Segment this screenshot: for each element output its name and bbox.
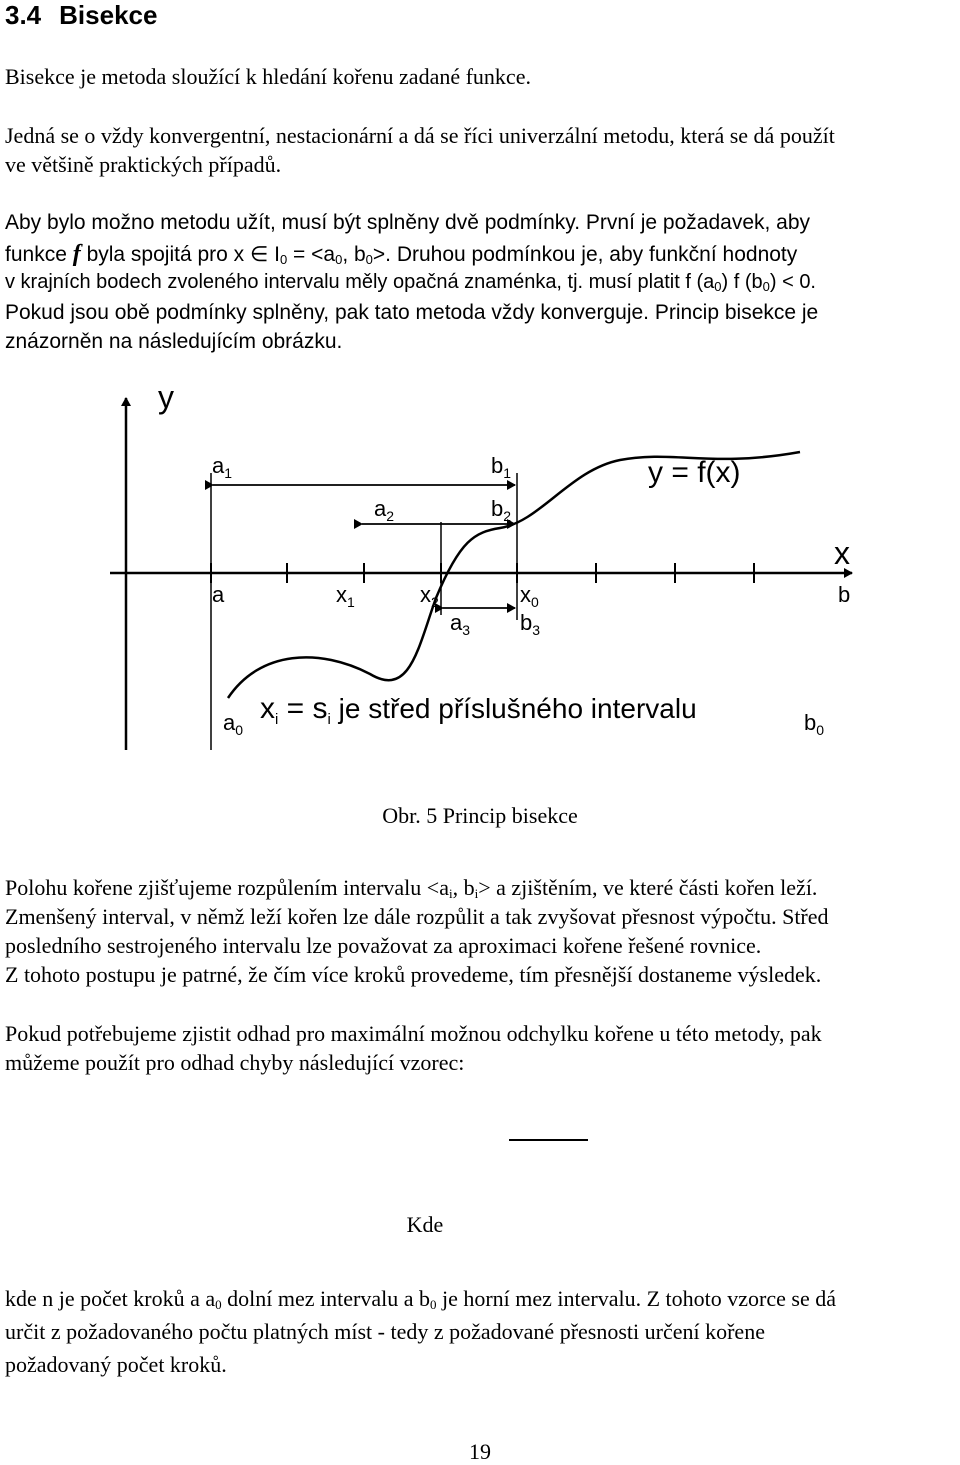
label-b2 (491, 496, 511, 524)
formula-text: x (260, 692, 275, 725)
label-subscript: 3 (462, 622, 471, 638)
body-line-3: posledního sestrojeného intervalu lze považovat za aproximaci kořene řešené rovnice. (5, 933, 762, 958)
label-text: b (804, 710, 817, 735)
closing-line-2: určit z požadovaného počtu platných míst - tedy z požadované přesnosti určení kořene (5, 1319, 765, 1344)
body-text: Polohu kořene zjišťujeme rozpůlením intervalu <a (5, 875, 449, 900)
label-subscript: 0 (816, 722, 825, 738)
label-subscript: 2 (386, 508, 395, 524)
kde-label: Kde (406, 1212, 444, 1237)
conditions-line-1: Aby bylo možno metodu užít, musí být splněny dvě podmínky. První je požadavek, aby (5, 211, 811, 234)
subscript: 0 (429, 1297, 437, 1312)
intro-paragraph-2-line-1: Jedná se o vždy konvergentní, nestacionární a dá se říci univerzální metodu, která se dá použít (5, 123, 835, 148)
label-a1 (212, 453, 232, 481)
closing-text: je horní mez intervalu. Z tohoto vzorce se dá (436, 1286, 836, 1311)
label-text: a (450, 610, 463, 635)
page-number: 19 (469, 1439, 491, 1464)
label-x1 (336, 582, 355, 610)
body-text: > a zjištěním, ve které části kořen leží. (478, 875, 818, 900)
subscript: 0 (215, 1297, 222, 1312)
formula-text: s (312, 692, 328, 725)
closing-text: dolní mez intervalu a b (221, 1286, 430, 1311)
label-text: x (520, 582, 531, 607)
label-subscript: 3 (532, 622, 541, 638)
label-x0 (520, 582, 539, 610)
label-b3 (520, 610, 540, 638)
conditions-text: byla spojitá pro x ∈ I (86, 243, 280, 266)
label-text: a (223, 710, 236, 735)
label-b1 (491, 453, 511, 481)
label-text: x (420, 582, 431, 607)
label-a3 (450, 610, 470, 638)
body-line-2: Zmenšený interval, v němž leží kořen lze dále rozpůlit a tak zvyšovat přesnost výpočtu. Střed (5, 904, 829, 929)
label-subscript: 2 (431, 594, 439, 610)
subscript: 0 (279, 252, 288, 267)
closing-line-3: požadovaný počet kroků. (5, 1352, 227, 1377)
section-title: Bisekce (59, 0, 158, 30)
label-a: a (212, 582, 225, 607)
function-symbol: f (72, 241, 81, 267)
subscript: 0 (762, 279, 770, 294)
bisection-diagram (100, 380, 860, 760)
label-b0 (804, 710, 824, 738)
label-text: b (491, 496, 504, 521)
conditions-line-3 (5, 271, 816, 294)
bisection-figure (100, 380, 860, 760)
body-line-4: Z tohoto postupu je patrné, že čím více kroků provedeme, tím přesnější dostaneme výsledek. (5, 962, 822, 987)
formula-text: = (278, 692, 313, 725)
formula-text: je střed příslušného intervalu (330, 693, 697, 724)
y-axis-label: y (158, 380, 174, 415)
conditions-text: , b (342, 243, 366, 266)
label-subscript: 2 (503, 508, 512, 524)
conditions-text: ) f (b (721, 271, 763, 293)
conditions-text: ) < 0. (769, 271, 816, 293)
figure-caption: Obr. 5 Princip bisekce (382, 803, 578, 828)
subscript: 0 (335, 252, 343, 267)
label-a0 (223, 710, 243, 738)
conditions-line-2 (5, 241, 797, 268)
conditions-word-funkce: funkce (5, 243, 67, 266)
conditions-line-5: znázorněn na následujícím obrázku. (5, 330, 343, 353)
label-x2 (420, 582, 439, 610)
section-heading (5, 0, 157, 31)
function-label: y = f(x) (648, 456, 741, 489)
label-subscript: 0 (235, 722, 244, 738)
subscript: 0 (714, 279, 722, 294)
label-text: b (491, 453, 504, 478)
label-subscript: 1 (503, 465, 512, 481)
estimate-line-1: Pokud potřebujeme zjistit odhad pro maximální možnou odchylku kořene u této metody, pak (5, 1021, 822, 1046)
label-text: b (520, 610, 533, 635)
conditions-text: v krajních bodech zvoleného intervalu měly opačná znaménka, tj. musí platit f (a (5, 271, 715, 293)
formula-fraction-bar (509, 1139, 588, 1141)
label-subscript: 1 (347, 594, 355, 610)
label-b: b (838, 582, 851, 607)
conditions-text: >. Druhou podmínkou je, aby funkční hodnoty (372, 243, 798, 266)
formula-subscript: i (327, 711, 331, 728)
midpoint-formula (260, 692, 697, 728)
formula-subscript: i (275, 711, 279, 728)
intro-paragraph-2-line-2: ve většině praktických případů. (5, 152, 282, 177)
closing-line-1 (5, 1286, 836, 1312)
label-text: a (212, 453, 225, 478)
section-number: 3.4 (5, 0, 42, 30)
subscript: i (474, 886, 479, 901)
label-subscript: 0 (531, 594, 539, 610)
conditions-text: = <a (287, 243, 336, 266)
intro-paragraph-1: Bisekce je metoda sloužící k hledání kořenu zadané funkce. (5, 64, 531, 89)
closing-text: kde n je počet kroků a a (5, 1286, 216, 1311)
label-a2 (374, 496, 394, 524)
conditions-line-4: Pokud jsou obě podmínky splněny, pak tato metoda vždy konverguje. Princip bisekce je (5, 301, 819, 324)
label-text: x (336, 582, 347, 607)
label-subscript: 1 (224, 465, 233, 481)
subscript: i (448, 886, 453, 901)
estimate-line-2: můžeme použít pro odhad chyby následující vzorec: (5, 1050, 465, 1075)
body-text: , b (452, 875, 475, 900)
label-text: a (374, 496, 387, 521)
x-axis-label: x (834, 535, 850, 571)
subscript: 0 (365, 252, 373, 267)
body-line-1 (5, 875, 817, 901)
